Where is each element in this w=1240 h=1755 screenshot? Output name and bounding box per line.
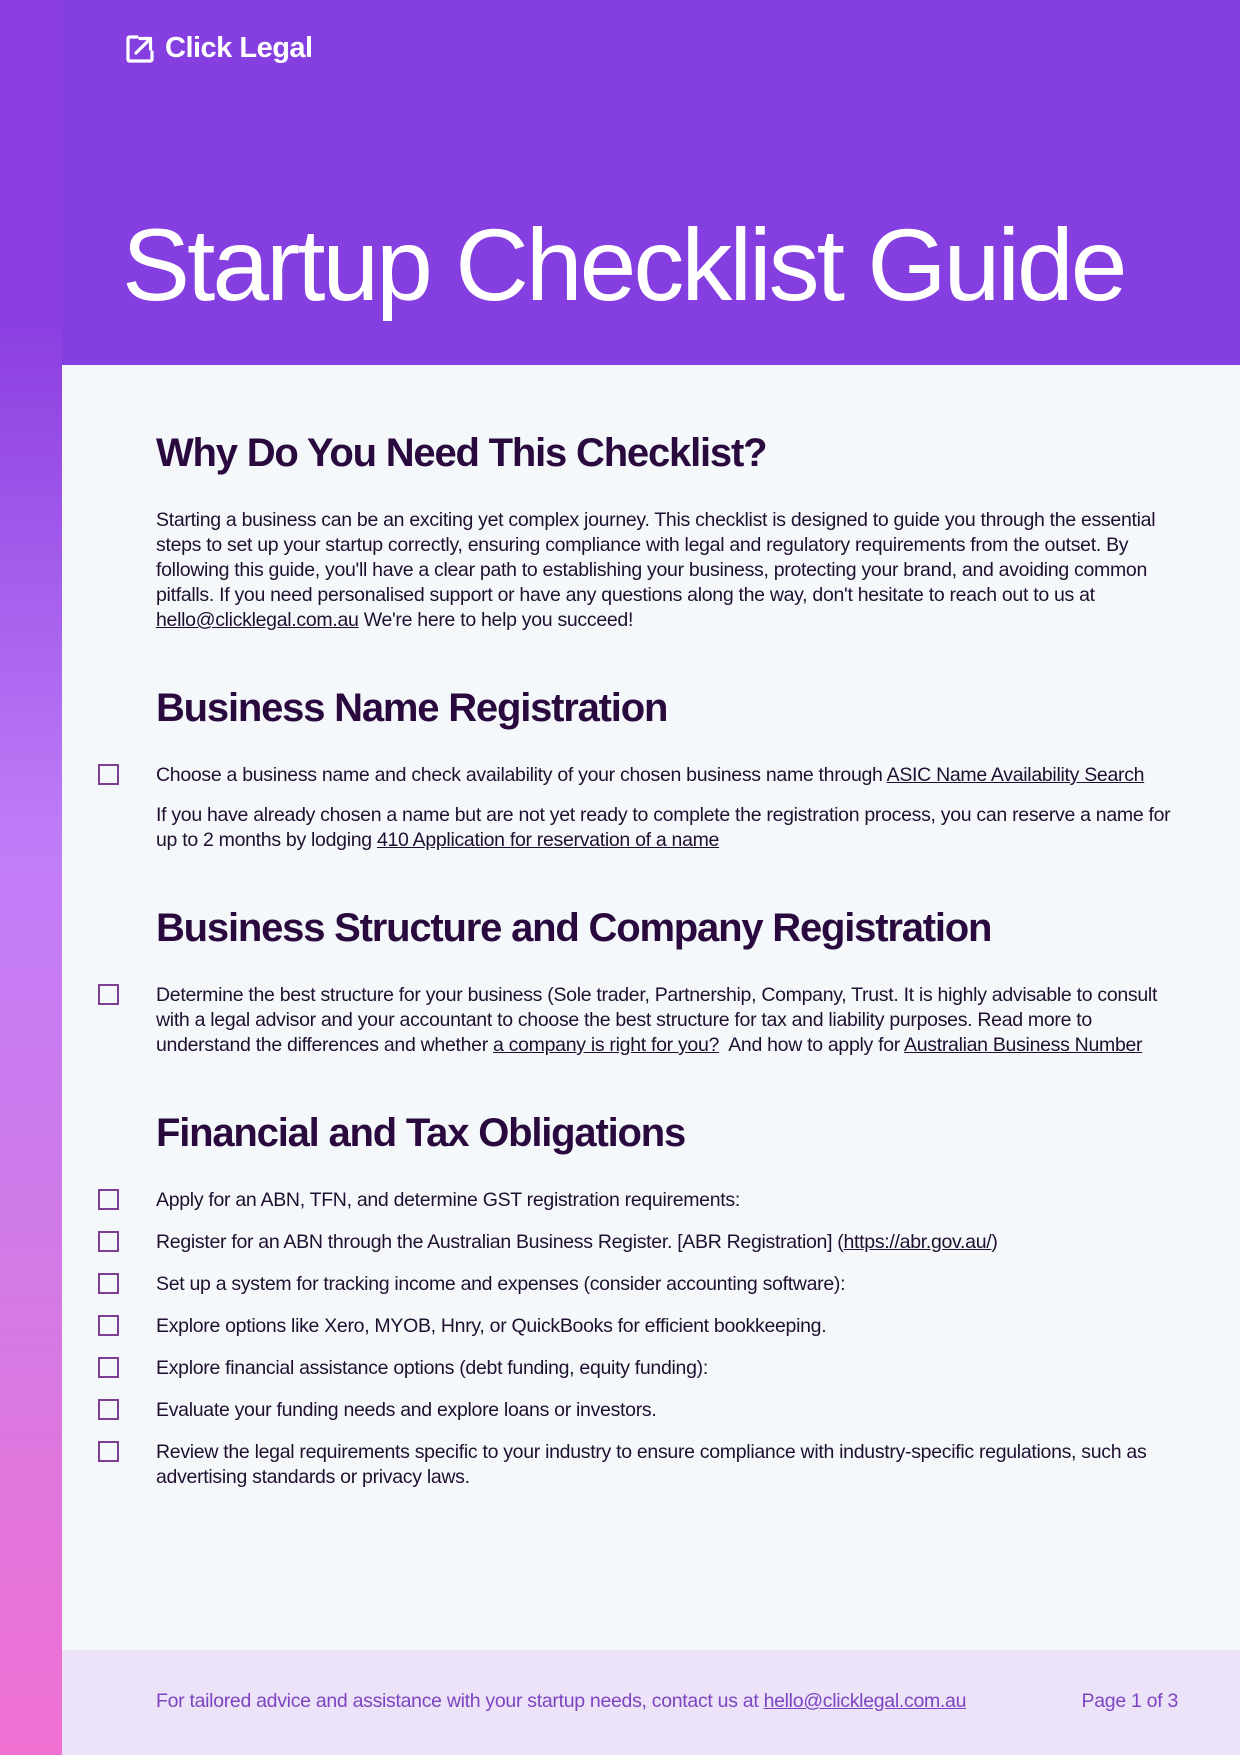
abn-link[interactable]: Australian Business Number [904, 1034, 1143, 1056]
abr-link[interactable]: https://abr.gov.au/ [843, 1231, 992, 1253]
intro-email-link[interactable]: hello@clicklegal.com.au [156, 609, 359, 631]
brand-logo[interactable] [125, 32, 313, 65]
footer-contact [156, 1690, 966, 1713]
financial-section [156, 1110, 1178, 1490]
financial-heading: Financial and Tax Obligations [156, 1111, 685, 1155]
intro-body: Starting a business can be an exciting yet complex journey. This checklist is designed to guide you through the essential steps to set up your startup correctly, ensuring compliance with legal and regulatory requirements from the outset. By following this guide, you'll have a clear path to establishing your business, protecting your brand, and avoiding common pitfalls. If you need personalised support or have any questions along the way, don't hesitate to reach out to us at [156, 509, 1156, 606]
checkbox[interactable] [98, 1273, 119, 1294]
footer-text: For tailored advice and assistance with your startup needs, contact us at [156, 1690, 764, 1712]
checkbox[interactable] [98, 1357, 119, 1378]
checklist-item-text [156, 983, 1178, 1058]
item-text: Choose a business name and check availability of your chosen business name through [156, 764, 887, 786]
checkbox[interactable] [98, 1399, 119, 1420]
checklist-item-text: Explore financial assistance options (debt funding, equity funding): [156, 1357, 708, 1379]
checklist-item-text: Review the legal requirements specific to your industry to ensure compliance with industry-specific regulations, such as advertising standards or privacy laws. [156, 1441, 1147, 1488]
checklist-item-text: Explore options like Xero, MYOB, Hnry, or QuickBooks for efficient bookkeeping. [156, 1315, 827, 1337]
checkbox[interactable] [98, 1315, 119, 1336]
business-name-items [156, 763, 1178, 853]
checklist-item-text: Evaluate your funding needs and explore loans or investors. [156, 1399, 657, 1421]
intro-heading: Why Do You Need This Checklist? [156, 431, 767, 475]
checkbox[interactable] [98, 1189, 119, 1210]
checklist-item-text: Set up a system for tracking income and expenses (consider accounting software): [156, 1273, 846, 1295]
intro-body-end: We're here to help you succeed! [358, 609, 634, 631]
checkbox[interactable] [98, 984, 119, 1005]
page-title: Startup Checklist Guide [122, 208, 1125, 322]
checklist-item [156, 1314, 1178, 1339]
item-text: Determine the best structure for your business (Sole trader, Partnership, Company, Trust. It is highly advisable to consult with a legal advisor and your accountant to choose the best structure for tax and liability purposes. Read more to understand the differences and whether [156, 984, 1158, 1056]
checklist-item [156, 1230, 1178, 1255]
checklist-item [156, 1398, 1178, 1423]
financial-items [156, 1188, 1178, 1490]
reservation-form-link[interactable]: 410 Application for reservation of a name [376, 829, 720, 851]
business-name-heading: Business Name Registration [156, 686, 668, 730]
checklist-item [156, 1188, 1178, 1213]
structure-heading: Business Structure and Company Registration [156, 906, 992, 950]
item-text-end: ) [991, 1231, 998, 1253]
checklist-item [156, 1272, 1178, 1297]
company-right-link[interactable]: a company is right for you? [493, 1034, 720, 1056]
page-footer [62, 1650, 1240, 1755]
brand-name: Click Legal [165, 32, 313, 64]
checklist-item-text [156, 763, 1178, 788]
item-mid-text: And how to apply for [719, 1034, 905, 1056]
page-number: Page 1 of 3 [1081, 1690, 1178, 1712]
side-gradient-bar [0, 0, 62, 1755]
checklist-item-text: Apply for an ABN, TFN, and determine GST registration requirements: [156, 1189, 740, 1211]
structure-section [156, 905, 1178, 1058]
intro-paragraph [156, 508, 1178, 633]
business-name-section [156, 685, 1178, 853]
checklist-item-text [156, 1230, 1178, 1255]
arrow-box-icon [125, 34, 155, 64]
intro-section [156, 430, 1178, 633]
checkbox[interactable] [98, 764, 119, 785]
checkbox[interactable] [98, 1441, 119, 1462]
checklist-item [156, 763, 1178, 788]
checklist-item [156, 1440, 1178, 1490]
note-text: If you have already chosen a name but are not yet ready to complete the registration process, you can reserve a name for up to 2 months by lodging [156, 804, 1171, 851]
structure-items [156, 983, 1178, 1058]
asic-search-link[interactable]: ASIC Name Availability Search [886, 764, 1145, 786]
main-content [156, 430, 1178, 1507]
checklist-item [156, 1356, 1178, 1381]
item-text: Register for an ABN through the Australian Business Register. [ABR Registration] ( [156, 1231, 844, 1253]
footer-email-link[interactable]: hello@clicklegal.com.au [763, 1690, 967, 1712]
reservation-note [156, 803, 1178, 853]
checkbox[interactable] [98, 1231, 119, 1252]
page-header [62, 0, 1240, 365]
checklist-item [156, 983, 1178, 1058]
